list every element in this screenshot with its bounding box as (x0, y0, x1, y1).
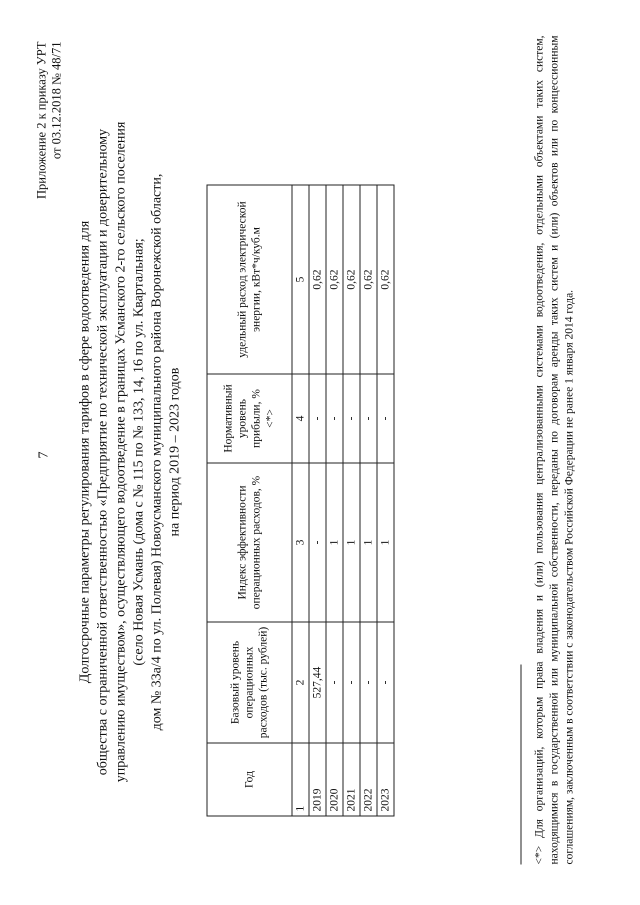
table-row (343, 185, 360, 816)
table-cell: 0,62 (326, 185, 343, 374)
table-cell: 0,62 (343, 185, 360, 374)
table-cell: 2022 (360, 743, 377, 816)
table-cell: - (309, 374, 326, 463)
table-cell: - (343, 374, 360, 463)
table-cell: 2 (292, 622, 309, 743)
table-cell: 0,62 (360, 185, 377, 374)
footnote-divider (521, 665, 522, 865)
table-cell: 527,44 (309, 622, 326, 743)
table-cell: 1 (360, 463, 377, 622)
table-row (292, 185, 309, 816)
table-cell: - (360, 374, 377, 463)
appendix-reference (35, 42, 65, 200)
table-cell: 4 (292, 374, 309, 463)
header-normative-profit: Нормативный уровень прибыли, % <*> (207, 374, 292, 463)
table-header-row (207, 185, 292, 816)
header-year: Год (207, 743, 292, 816)
appendix-date-line: от 03.12.2018 № 48/71 (49, 41, 64, 160)
table-cell: - (343, 622, 360, 743)
title-line: Долгосрочные параметры регулирования тарифов в сфере водоотведения для (77, 220, 93, 684)
table-cell: 0,62 (377, 185, 394, 374)
header-base-opex: Базовый уровень операционных расходов (тыс. рублей) (207, 622, 292, 743)
table-cell: - (309, 463, 326, 622)
table-cell: - (326, 374, 343, 463)
table-cell: 5 (292, 185, 309, 374)
table-cell: 2023 (377, 743, 394, 816)
title-line: дом № 33а/4 по ул. Полевая) Новоусманского муниципального района Воронежской области, (149, 173, 165, 731)
title-line: общества с ограниченной ответственностью «Предприятие по технической эксплуатации и доверительному (95, 128, 111, 776)
table-cell: 2019 (309, 743, 326, 816)
table-cell: - (377, 374, 394, 463)
footnote: <*> Для организаций, которым права владения и (или) пользования централизованными системами водоотведения, отдельными объектами таких систем, находящимися в государственной или муниципальной собственности, переданы по договорам аренды таких систем и (или) объектов или по концессионным соглашениям, заключенным в соответствии с законодательством Российской Федерации не ранее 1 января 2014 года. (533, 35, 576, 865)
table-cell: 1 (377, 463, 394, 622)
table-cell: - (326, 622, 343, 743)
parameters-table (207, 185, 395, 817)
table-row (326, 185, 343, 816)
title-line: (село Новая Усмань (дома с № 115 по № 133, 14, 16 по ул. Квартальная; (131, 238, 147, 666)
header-energy-consumption: удельный расход электрической энергии, кВт*ч/куб.м (207, 185, 292, 374)
rotated-content (1, 0, 640, 905)
table-cell: 1 (292, 743, 309, 816)
table-cell: 2021 (343, 743, 360, 816)
table-cell: 1 (326, 463, 343, 622)
header-efficiency-index: Индекс эффективности операционных расходов, % (207, 463, 292, 622)
title-line: на период 2019 – 2023 годов (167, 367, 183, 537)
table-cell: 3 (292, 463, 309, 622)
table-cell: - (360, 622, 377, 743)
page-number: 7 (36, 451, 52, 459)
appendix-line: Приложение 2 к приказу УРТ (34, 41, 49, 199)
title-line: управлению имуществом», осуществляющего водоотведение в границах Усманского 2-го сельского поселения (113, 121, 129, 783)
document-title (77, 40, 185, 865)
table-cell: 2020 (326, 743, 343, 816)
table-cell: 0,62 (309, 185, 326, 374)
table-row (360, 185, 377, 816)
table-row (377, 185, 394, 816)
table-cell: 1 (343, 463, 360, 622)
table-cell: - (377, 622, 394, 743)
table-row (309, 185, 326, 816)
